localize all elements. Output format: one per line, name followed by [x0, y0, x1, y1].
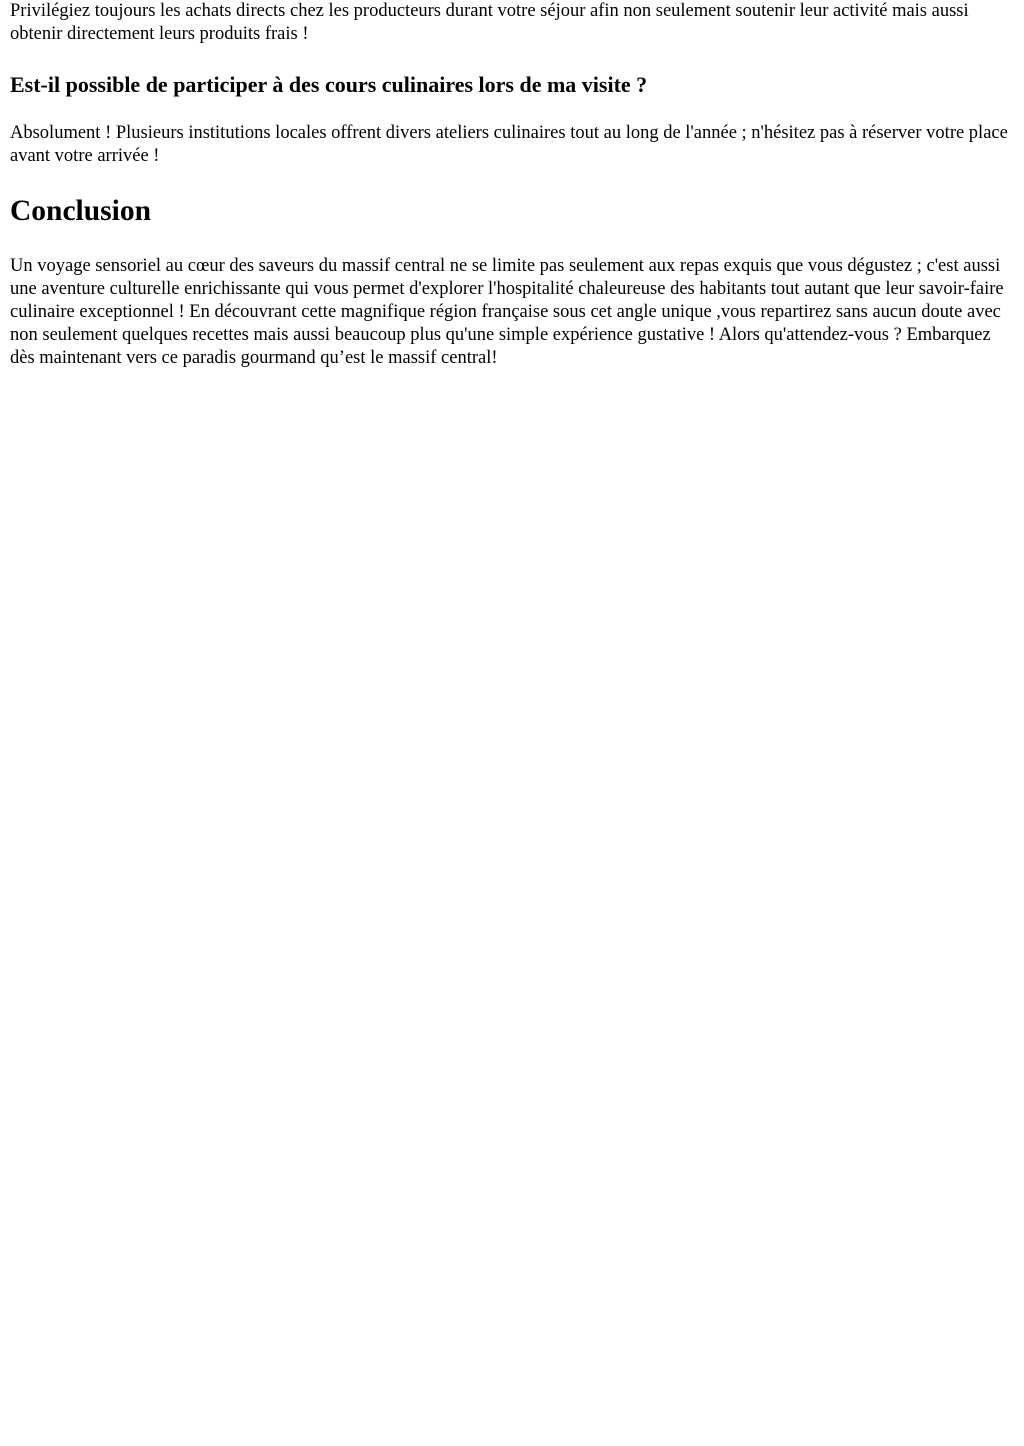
- faq-question-heading: Est-il possible de participer à des cours culinaires lors de ma visite ?: [10, 72, 648, 97]
- intro-paragraph: Privilégiez toujours les achats directs chez les producteurs durant votre séjour afin non seulement soutenir leur activité mais aussi obtenir directement leurs produits frais !: [10, 1, 969, 44]
- conclusion-paragraph: Un voyage sensoriel au cœur des saveurs du massif central ne se limite pas seulement aux repas exquis que vous dégustez ; c'est aussi une aventure culturelle enrichissante qui vous permet d'explorer l'hospitalité chaleureuse des habitants tout autant que leur savoir-faire culinaire exceptionnel ! En découvrant cette magnifique région française sous cet angle unique ,vous repartirez sans aucun doute avec non seulement quelques recettes mais aussi beaucoup plus qu'une simple expérience gustative ! Alors qu'attendez-vous ? Embarquez dès maintenant vers ce paradis gourmand qu’est le massif central!: [10, 256, 1004, 368]
- conclusion-heading: Conclusion: [10, 195, 151, 227]
- faq-answer-paragraph: Absolument ! Plusieurs institutions locales offrent divers ateliers culinaires tout au long de l'année ; n'hésitez pas à réserver votre place avant votre arrivée !: [10, 123, 1008, 166]
